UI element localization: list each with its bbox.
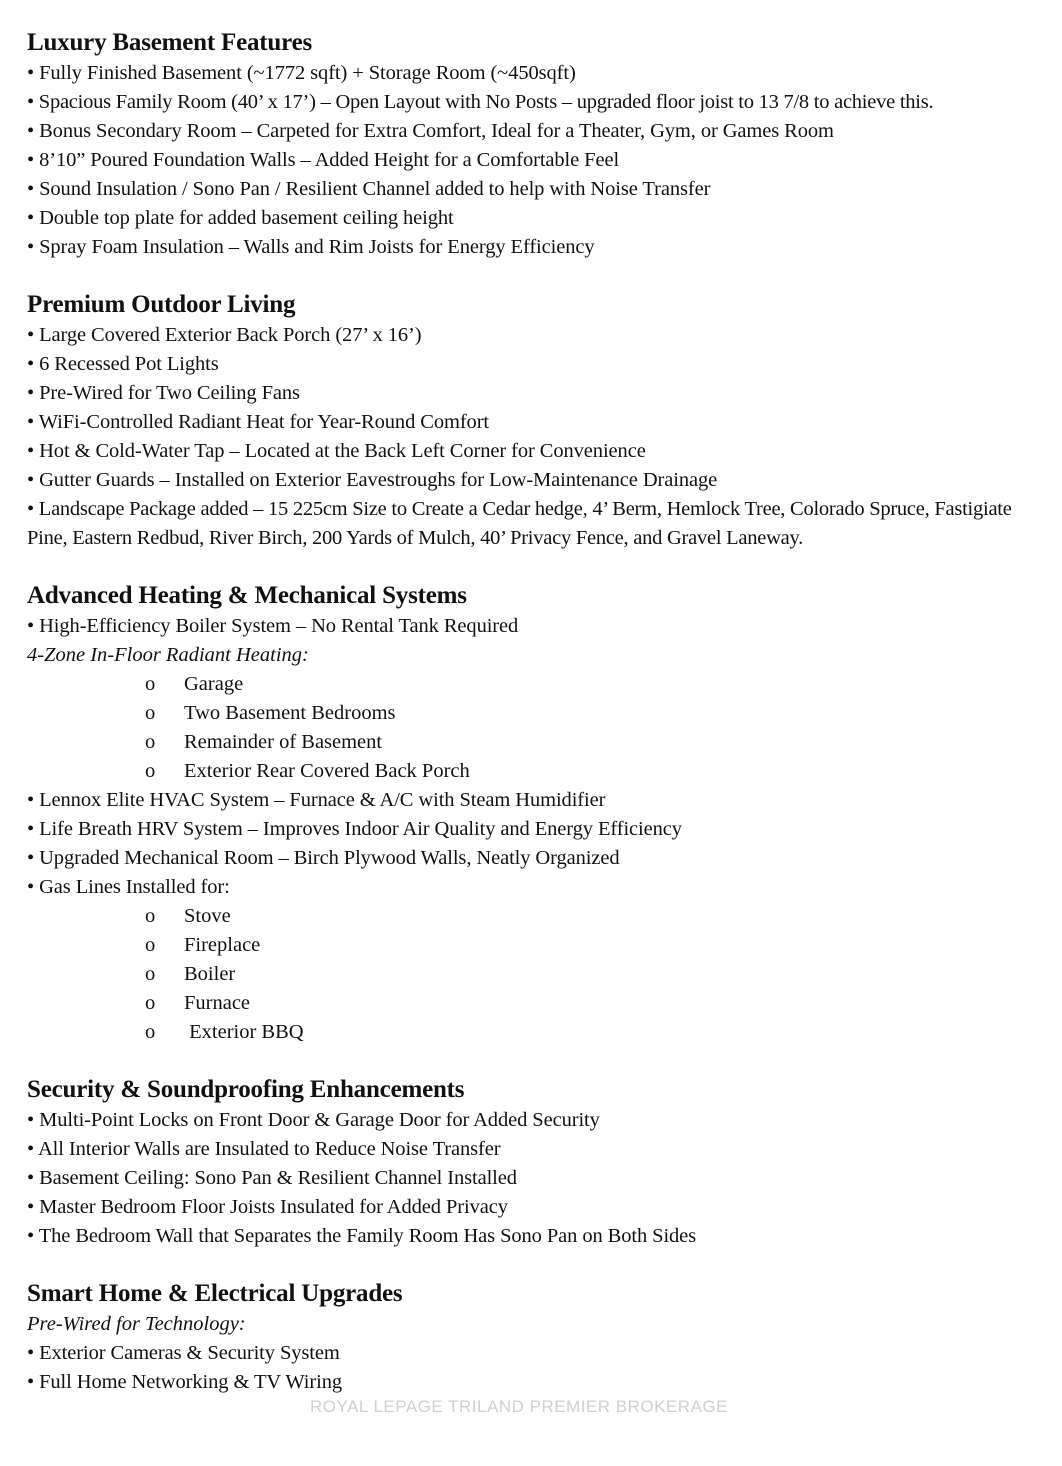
list-item: • High-Efficiency Boiler System – No Rental Tank Required xyxy=(27,615,519,637)
list-item: • Sound Insulation / Sono Pan / Resilient Channel added to help with Noise Transfer xyxy=(27,178,711,200)
section-heading: Premium Outdoor Living xyxy=(27,291,296,318)
sub-bullet: o xyxy=(145,731,156,753)
section-heading: Luxury Basement Features xyxy=(27,29,312,56)
sub-list-item xyxy=(27,1018,1047,1047)
section-security xyxy=(27,1074,1047,1251)
section-heading: Smart Home & Electrical Upgrades xyxy=(27,1280,403,1307)
list-item: • Master Bedroom Floor Joists Insulated for Added Privacy xyxy=(27,1196,508,1218)
sub-list-item xyxy=(27,757,1047,786)
list-item: • Exterior Cameras & Security System xyxy=(27,1342,340,1364)
sub-bullet: o xyxy=(145,673,156,695)
list-item: • Basement Ceiling: Sono Pan & Resilient Channel Installed xyxy=(27,1167,517,1189)
list-item: • Lennox Elite HVAC System – Furnace & A/C with Steam Humidifier xyxy=(27,789,606,811)
sub-bullet: o xyxy=(145,760,156,782)
section-outdoor-living xyxy=(27,289,1047,553)
list-item: • Large Covered Exterior Back Porch (27’ x 16’) xyxy=(27,324,422,346)
section-heating xyxy=(27,580,1047,1047)
sub-list-item xyxy=(27,989,1047,1018)
sub-list-item xyxy=(27,902,1047,931)
list-item: • Gutter Guards – Installed on Exterior Eavestroughs for Low-Maintenance Drainage xyxy=(27,469,718,491)
sub-list-item xyxy=(27,931,1047,960)
list-item: • Pre-Wired for Two Ceiling Fans xyxy=(27,382,300,404)
list-item: • WiFi-Controlled Radiant Heat for Year-Round Comfort xyxy=(27,411,490,433)
sub-bullet: o xyxy=(145,934,156,956)
list-item: • 6 Recessed Pot Lights xyxy=(27,353,219,375)
subheading: 4-Zone In-Floor Radiant Heating: xyxy=(27,644,309,666)
list-item: • Upgraded Mechanical Room – Birch Plywood Walls, Neatly Organized xyxy=(27,847,620,869)
list-item: • Full Home Networking & TV Wiring xyxy=(27,1371,343,1393)
section-smart-home xyxy=(27,1278,1047,1397)
sub-bullet: o xyxy=(145,702,156,724)
list-item: • All Interior Walls are Insulated to Reduce Noise Transfer xyxy=(27,1138,501,1160)
list-item: • Multi-Point Locks on Front Door & Garage Door for Added Security xyxy=(27,1109,600,1131)
list-item: • Bonus Secondary Room – Carpeted for Extra Comfort, Ideal for a Theater, Gym, or Games Room xyxy=(27,120,834,142)
sub-list-item xyxy=(27,728,1047,757)
list-item: • 8’10” Poured Foundation Walls – Added Height for a Comfortable Feel xyxy=(27,149,620,171)
sub-item-text: Garage xyxy=(184,673,244,695)
sub-list-item xyxy=(27,670,1047,699)
sub-list-item xyxy=(27,960,1047,989)
sub-item-text: Stove xyxy=(184,905,231,927)
sub-item-text: Remainder of Basement xyxy=(184,731,383,753)
section-luxury-basement xyxy=(27,27,1047,262)
list-item: • The Bedroom Wall that Separates the Family Room Has Sono Pan on Both Sides xyxy=(27,1225,697,1247)
document-body xyxy=(27,27,1047,1424)
list-item: • Landscape Package added – 15 225cm Size to Create a Cedar hedge, 4’ Berm, Hemlock Tree, Colorado Spruce, Fastigiate Pine, Eastern Redbud, River Birch, 200 Yards of Mulch, 40’ Privacy Fence, and Gravel Laneway. xyxy=(27,498,1012,549)
sub-item-text: Furnace xyxy=(184,992,251,1014)
section-heading: Security & Soundproofing Enhancements xyxy=(27,1076,465,1103)
subheading: Pre-Wired for Technology: xyxy=(27,1313,246,1335)
sub-item-text: Exterior BBQ xyxy=(184,1021,304,1043)
sub-bullet: o xyxy=(145,905,156,927)
list-item: • Double top plate for added basement ceiling height xyxy=(27,207,454,229)
list-item: • Spray Foam Insulation – Walls and Rim Joists for Energy Efficiency xyxy=(27,236,595,258)
sub-item-text: Two Basement Bedrooms xyxy=(184,702,396,724)
sub-item-text: Exterior Rear Covered Back Porch xyxy=(184,760,470,782)
brokerage-watermark: ROYAL LEPAGE TRILAND PREMIER BROKERAGE xyxy=(310,1397,728,1416)
section-heading: Advanced Heating & Mechanical Systems xyxy=(27,582,467,609)
sub-item-text: Boiler xyxy=(184,963,236,985)
sub-bullet: o xyxy=(145,963,156,985)
sub-list-item xyxy=(27,699,1047,728)
list-item: • Life Breath HRV System – Improves Indoor Air Quality and Energy Efficiency xyxy=(27,818,682,840)
sub-bullet: o xyxy=(145,1021,156,1043)
list-item: • Hot & Cold-Water Tap – Located at the Back Left Corner for Convenience xyxy=(27,440,646,462)
list-item: • Gas Lines Installed for: xyxy=(27,876,230,898)
sub-item-text: Fireplace xyxy=(184,934,261,956)
list-item: • Fully Finished Basement (~1772 sqft) + Storage Room (~450sqft) xyxy=(27,62,576,84)
list-item: • Spacious Family Room (40’ x 17’) – Open Layout with No Posts – upgraded floor joist to 13 7/8 to achieve this. xyxy=(27,91,934,113)
sub-bullet: o xyxy=(145,992,156,1014)
